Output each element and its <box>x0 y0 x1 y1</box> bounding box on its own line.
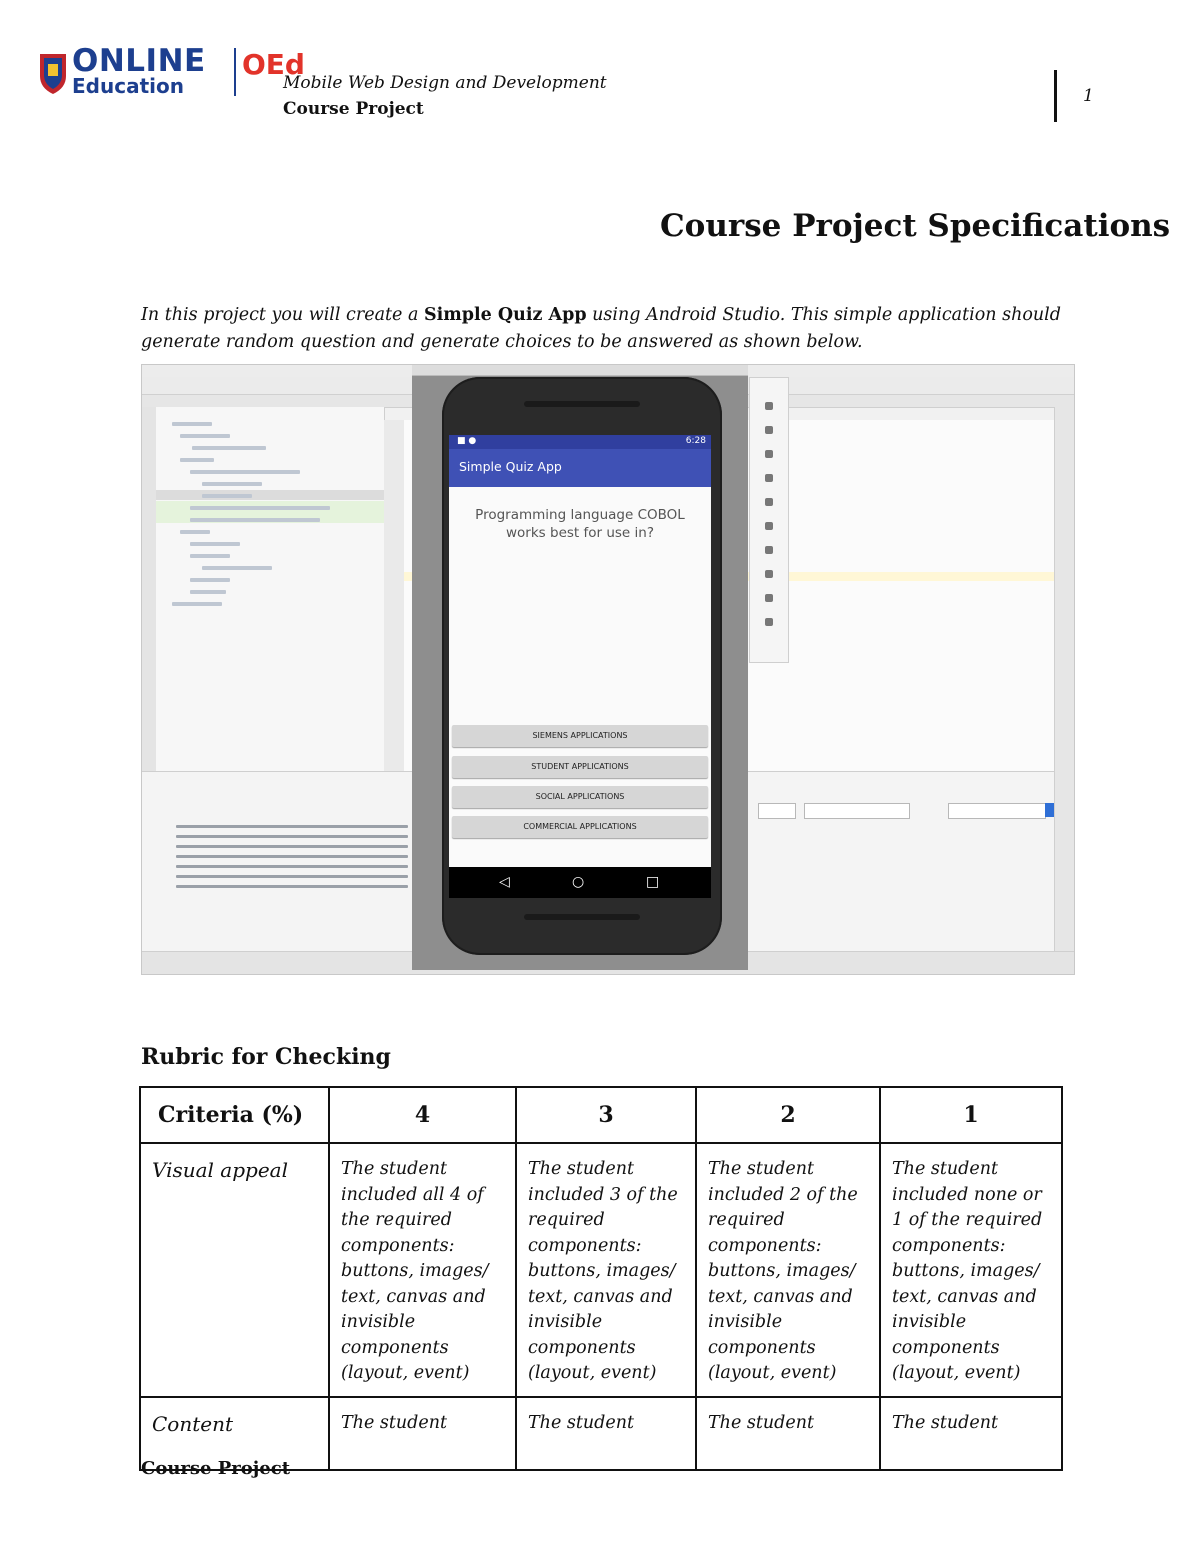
log-filter-select[interactable] <box>948 803 1046 819</box>
rubric-cell: The student included all 4 of the required components: buttons, images/ text, canvas and invisible components (layout, event) <box>329 1143 516 1397</box>
table-header-row <box>140 1087 1062 1143</box>
volume-up-icon[interactable] <box>765 426 773 434</box>
log-line <box>176 865 408 868</box>
phone-speaker <box>524 401 640 407</box>
rubric-title: Rubric for Checking <box>141 1044 391 1070</box>
power-icon[interactable] <box>765 402 773 410</box>
shield-icon <box>38 48 68 96</box>
rubric-cell: The student <box>329 1397 516 1470</box>
rotate-left-icon[interactable] <box>765 474 773 482</box>
column-header: 4 <box>329 1087 516 1143</box>
intro-paragraph <box>141 302 1116 356</box>
tree-item <box>202 566 272 570</box>
criterion-cell: Visual appeal <box>140 1143 329 1397</box>
tree-item <box>190 506 330 510</box>
ide-right-strip <box>1054 407 1075 974</box>
rubric-cell: The student <box>516 1397 696 1470</box>
log-line <box>176 825 408 828</box>
volume-down-icon[interactable] <box>765 450 773 458</box>
status-bar <box>449 435 711 449</box>
home-icon[interactable] <box>765 594 773 602</box>
course-name: Mobile Web Design and Development <box>283 73 607 93</box>
rubric-cell: The student <box>696 1397 880 1470</box>
tree-item <box>202 494 252 498</box>
page-title: Course Project Specifications <box>660 208 1171 244</box>
rubric-cell: The student included 2 of the required components: buttons, images/ text, canvas and invisible components (layout, event) <box>696 1143 880 1397</box>
phone-speaker-bottom <box>524 914 640 920</box>
answer-button[interactable]: COMMERCIAL APPLICATIONS <box>452 816 708 838</box>
log-level-select[interactable] <box>758 803 796 819</box>
emulator-titlebar <box>412 365 748 376</box>
log-line <box>176 835 408 838</box>
emulator-toolbar <box>749 377 789 663</box>
column-header: Criteria (%) <box>140 1087 329 1143</box>
tree-item <box>190 470 300 474</box>
tree-item <box>190 554 230 558</box>
app-title: Simple Quiz App <box>459 459 562 474</box>
recents-icon[interactable]: □ <box>646 874 660 890</box>
tree-item <box>172 422 212 426</box>
rubric-cell: The student included none or 1 of the required components: buttons, images/ text, canvas and invisible components (layout, event) <box>880 1143 1062 1397</box>
status-time: 6:28 <box>685 436 706 446</box>
tree-item <box>192 446 266 450</box>
android-studio-screenshot <box>141 364 1075 975</box>
answer-button[interactable]: STUDENT APPLICATIONS <box>452 756 708 778</box>
intro-app-name: Simple Quiz App <box>423 305 587 325</box>
document-type: Course Project <box>283 99 424 119</box>
tree-item <box>180 458 214 462</box>
log-line <box>176 875 408 878</box>
back-icon[interactable]: ◁ <box>499 874 510 890</box>
answer-button[interactable]: SIEMENS APPLICATIONS <box>452 725 708 747</box>
zoom-icon[interactable] <box>765 546 773 554</box>
rubric-cell: The student <box>880 1397 1062 1470</box>
phone-screen <box>449 435 711 898</box>
tree-item <box>202 482 262 486</box>
project-tree-selection <box>156 490 384 500</box>
camera-icon[interactable] <box>765 522 773 530</box>
project-tree <box>156 407 385 787</box>
nav-bar <box>449 867 711 898</box>
tree-item <box>190 590 226 594</box>
back-icon[interactable] <box>765 570 773 578</box>
log-search-input[interactable] <box>804 803 910 819</box>
tree-item <box>180 434 230 438</box>
home-icon[interactable]: ○ <box>572 874 585 890</box>
column-header: 1 <box>880 1087 1062 1143</box>
tree-item <box>190 578 230 582</box>
log-line <box>176 845 408 848</box>
tree-item <box>172 602 222 606</box>
log-line <box>176 885 408 888</box>
log-line <box>176 855 408 858</box>
rubric-table <box>139 1086 1063 1471</box>
logo-word-education: Education <box>72 74 184 98</box>
tree-item <box>190 542 240 546</box>
quiz-question: Programming language COBOL works best for use in? <box>475 507 685 541</box>
page-number: 1 <box>1083 86 1094 106</box>
logo-badge: OEd <box>242 48 305 81</box>
editor-gutter <box>384 420 404 787</box>
page-footer: Course Project <box>141 1458 291 1479</box>
column-header: 3 <box>516 1087 696 1143</box>
oed-logo <box>38 43 305 102</box>
logo-divider <box>234 48 236 96</box>
ide-left-strip <box>142 407 157 787</box>
rubric-cell: The student included 3 of the required components: buttons, images/ text, canvas and invisible components (layout, event) <box>516 1143 696 1397</box>
criterion-cell: Content <box>140 1397 329 1470</box>
tree-item <box>190 518 320 522</box>
column-header: 2 <box>696 1087 880 1143</box>
rotate-right-icon[interactable] <box>765 498 773 506</box>
table-row <box>140 1143 1062 1397</box>
intro-text-2: using Android Studio. This simple application should generate random question and generate choices to be answered as shown below. <box>141 305 1061 352</box>
header-divider <box>1054 70 1057 122</box>
logo-word-online: ONLINE <box>72 43 206 79</box>
log-filter-dropdown-icon[interactable] <box>1045 803 1054 817</box>
answer-button[interactable]: SOCIAL APPLICATIONS <box>452 786 708 808</box>
notification-icons: ■ ● <box>457 436 477 446</box>
intro-text-1: In this project you will create a <box>141 305 424 325</box>
overview-icon[interactable] <box>765 618 773 626</box>
tree-item <box>180 530 210 534</box>
